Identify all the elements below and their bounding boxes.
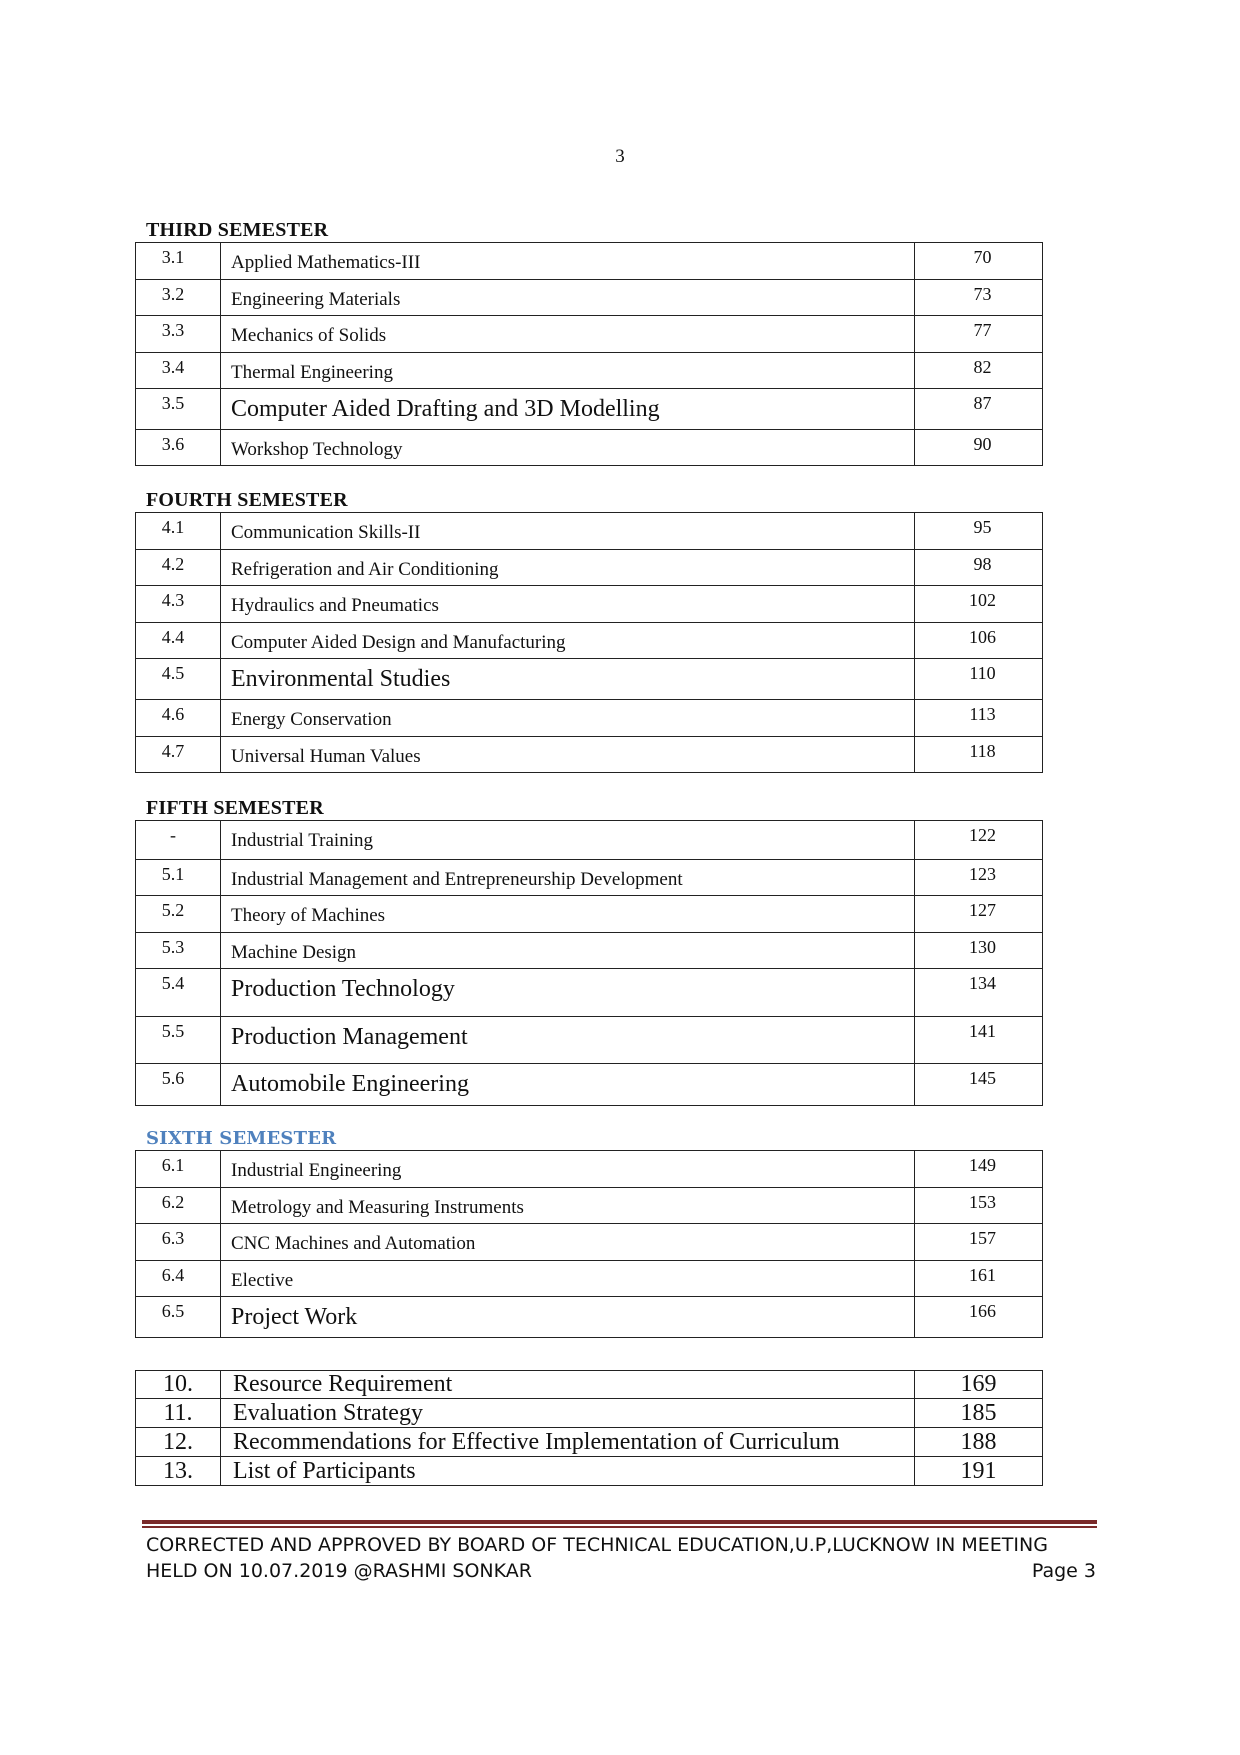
table-row	[136, 513, 1043, 550]
row-title: Thermal Engineering	[221, 353, 915, 389]
table-row	[136, 1224, 1043, 1261]
page-footer	[146, 1528, 1096, 1584]
row-title: Universal Human Values	[221, 737, 915, 773]
row-title: Machine Design	[221, 933, 915, 969]
row-number: 4.2	[136, 550, 221, 586]
table-row	[136, 860, 1043, 896]
row-number: 5.5	[136, 1017, 221, 1064]
table-row	[136, 1428, 1043, 1457]
table-row	[136, 1297, 1043, 1338]
row-page: 188	[915, 1428, 1043, 1457]
row-number: 3.2	[136, 280, 221, 316]
row-number: -	[136, 821, 221, 860]
row-title: Hydraulics and Pneumatics	[221, 586, 915, 623]
row-title: Metrology and Measuring Instruments	[221, 1188, 915, 1224]
table-row	[136, 280, 1043, 316]
row-number: 4.1	[136, 513, 221, 550]
row-title: Industrial Training	[221, 821, 915, 860]
row-title: Theory of Machines	[221, 896, 915, 933]
row-page: 70	[915, 243, 1043, 280]
row-title: Engineering Materials	[221, 280, 915, 316]
row-page: 77	[915, 316, 1043, 353]
row-title: Industrial Management and Entrepreneurship Development	[221, 860, 915, 896]
row-number: 12.	[136, 1428, 221, 1457]
row-title: Project Work	[221, 1297, 915, 1338]
toc-table-third	[135, 242, 1043, 466]
row-page: 130	[915, 933, 1043, 969]
row-number: 4.3	[136, 586, 221, 623]
row-title: Energy Conservation	[221, 700, 915, 737]
row-number: 3.5	[136, 389, 221, 430]
row-title: Computer Aided Drafting and 3D Modelling	[221, 389, 915, 430]
row-title: Workshop Technology	[221, 430, 915, 466]
row-number: 3.1	[136, 243, 221, 280]
table-row	[136, 1188, 1043, 1224]
row-number: 6.2	[136, 1188, 221, 1224]
table-row	[136, 550, 1043, 586]
row-page: 161	[915, 1261, 1043, 1297]
toc-table-sixth	[135, 1150, 1043, 1338]
table-row	[136, 1261, 1043, 1297]
row-number: 4.4	[136, 623, 221, 659]
table-row	[136, 243, 1043, 280]
table-row	[136, 1017, 1043, 1064]
table-row	[136, 623, 1043, 659]
row-number: 4.7	[136, 737, 221, 773]
toc-table-fifth	[135, 820, 1043, 1106]
section-heading-fourth: FOURTH SEMESTER	[146, 489, 348, 511]
row-page: 102	[915, 586, 1043, 623]
row-page: 73	[915, 280, 1043, 316]
row-title: List of Participants	[221, 1457, 915, 1486]
table-row	[136, 1151, 1043, 1188]
row-number: 6.1	[136, 1151, 221, 1188]
row-page: 90	[915, 430, 1043, 466]
table-row	[136, 430, 1043, 466]
row-number: 4.5	[136, 659, 221, 700]
row-page: 123	[915, 860, 1043, 896]
row-number: 6.4	[136, 1261, 221, 1297]
table-row	[136, 969, 1043, 1017]
toc-table-appendix	[135, 1370, 1043, 1486]
table-row	[136, 1371, 1043, 1399]
row-title: Communication Skills-II	[221, 513, 915, 550]
row-number: 5.3	[136, 933, 221, 969]
row-page: 145	[915, 1064, 1043, 1106]
row-title: Evaluation Strategy	[221, 1399, 915, 1428]
row-page: 87	[915, 389, 1043, 430]
table-row	[136, 1457, 1043, 1486]
row-number: 4.6	[136, 700, 221, 737]
row-title: Resource Requirement	[221, 1371, 915, 1399]
footer-page-label: Page 3	[1031, 1560, 1096, 1582]
row-title: Elective	[221, 1261, 915, 1297]
row-page: 122	[915, 821, 1043, 860]
row-page: 127	[915, 896, 1043, 933]
row-page: 134	[915, 969, 1043, 1017]
table-row	[136, 316, 1043, 353]
row-page: 185	[915, 1399, 1043, 1428]
table-row	[136, 737, 1043, 773]
table-row	[136, 700, 1043, 737]
row-number: 13.	[136, 1457, 221, 1486]
row-page: 166	[915, 1297, 1043, 1338]
row-page: 169	[915, 1371, 1043, 1399]
row-title: Industrial Engineering	[221, 1151, 915, 1188]
row-page: 95	[915, 513, 1043, 550]
row-number: 5.6	[136, 1064, 221, 1106]
table-row	[136, 1064, 1043, 1106]
row-page: 149	[915, 1151, 1043, 1188]
row-title: Production Technology	[221, 969, 915, 1017]
row-number: 11.	[136, 1399, 221, 1428]
table-row	[136, 353, 1043, 389]
row-number: 3.4	[136, 353, 221, 389]
row-page: 157	[915, 1224, 1043, 1261]
row-title: Mechanics of Solids	[221, 316, 915, 353]
table-row	[136, 896, 1043, 933]
row-title: Environmental Studies	[221, 659, 915, 700]
row-page: 141	[915, 1017, 1043, 1064]
footer-line-2-wrap	[146, 1558, 1096, 1584]
row-number: 3.3	[136, 316, 221, 353]
row-page: 98	[915, 550, 1043, 586]
row-title: CNC Machines and Automation	[221, 1224, 915, 1261]
toc-table-fourth	[135, 512, 1043, 773]
table-row	[136, 659, 1043, 700]
section-heading-third: THIRD SEMESTER	[146, 219, 329, 241]
row-title: Refrigeration and Air Conditioning	[221, 550, 915, 586]
footer-rule	[142, 1520, 1097, 1524]
row-number: 5.4	[136, 969, 221, 1017]
table-row	[136, 586, 1043, 623]
section-heading-sixth: SIXTH SEMESTER	[146, 1128, 337, 1149]
section-heading-fifth: FIFTH SEMESTER	[146, 797, 324, 819]
footer-line-2: HELD ON 10.07.2019 @RASHMI SONKAR	[146, 1560, 532, 1582]
table-row	[136, 821, 1043, 860]
row-number: 3.6	[136, 430, 221, 466]
row-page: 106	[915, 623, 1043, 659]
page-number: 3	[615, 146, 625, 167]
footer-line-1: CORRECTED AND APPROVED BY BOARD OF TECHNICAL EDUCATION,U.P,LUCKNOW IN MEETING	[146, 1534, 1048, 1556]
row-page: 113	[915, 700, 1043, 737]
row-page: 82	[915, 353, 1043, 389]
row-title: Applied Mathematics-III	[221, 243, 915, 280]
table-row	[136, 389, 1043, 430]
row-title: Computer Aided Design and Manufacturing	[221, 623, 915, 659]
row-page: 191	[915, 1457, 1043, 1486]
row-number: 6.5	[136, 1297, 221, 1338]
row-title: Recommendations for Effective Implementation of Curriculum	[221, 1428, 915, 1457]
row-page: 118	[915, 737, 1043, 773]
row-title: Production Management	[221, 1017, 915, 1064]
row-number: 6.3	[136, 1224, 221, 1261]
row-number: 5.1	[136, 860, 221, 896]
table-row	[136, 933, 1043, 969]
row-page: 153	[915, 1188, 1043, 1224]
row-number: 5.2	[136, 896, 221, 933]
row-number: 10.	[136, 1371, 221, 1399]
row-title: Automobile Engineering	[221, 1064, 915, 1106]
row-page: 110	[915, 659, 1043, 700]
table-row	[136, 1399, 1043, 1428]
